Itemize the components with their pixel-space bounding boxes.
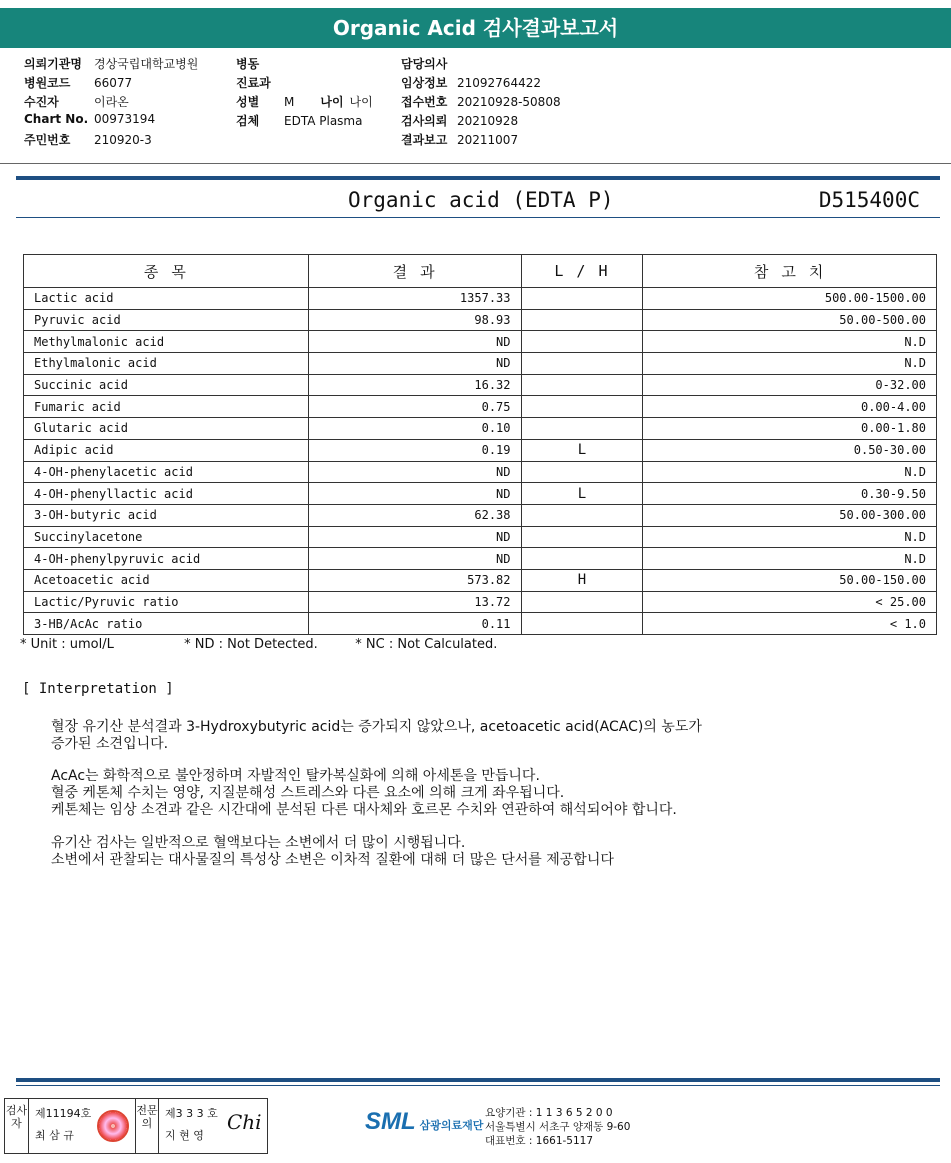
header-lh: L / H [521,255,643,288]
result-value: 13.72 [308,591,521,613]
lh-flag: H [521,569,643,591]
signature-box [4,1098,268,1154]
result-value: 1357.33 [308,288,521,310]
reference-range: 0.00-4.00 [643,396,937,418]
info-value: 경상국립대학교병원 [94,57,199,71]
result-value: ND [308,353,521,375]
patient-info-col3 [401,55,561,150]
age-value: 나이 [349,95,373,109]
examiner-license: 제11194호 [35,1107,92,1120]
info-label: 병동 [236,57,260,71]
reference-range: 0-32.00 [643,374,937,396]
result-value: 0.11 [308,613,521,635]
patient-info-col2 [236,55,373,131]
sml-logo [365,1108,483,1136]
report-footer [0,1098,951,1158]
result-value: 62.38 [308,504,521,526]
table-row [24,396,937,418]
analyte-name: Succinylacetone [24,526,309,548]
lh-flag [521,461,643,483]
result-value: 0.19 [308,439,521,461]
age-label: 나이 [320,95,344,109]
reference-range: N.D [643,461,937,483]
reference-range: N.D [643,353,937,375]
lh-flag: L [521,439,643,461]
specialist-label: 전문의 [135,1099,159,1153]
result-value: 0.75 [308,396,521,418]
footer-band-thin [16,1085,940,1086]
results-table [23,254,937,635]
analyte-name: Lactic/Pyruvic ratio [24,591,309,613]
lh-flag [521,526,643,548]
report-title: Organic acid (EDTA P) [348,188,614,212]
result-value: ND [308,548,521,570]
interp-line: 유기산 검사는 일반적으로 혈액보다는 소변에서 더 많이 시행됩니다. [51,835,466,851]
analyte-name: 3-HB/AcAc ratio [24,613,309,635]
reference-range: 50.00-300.00 [643,504,937,526]
table-row [24,353,937,375]
info-label: 임상정보 [401,76,448,90]
analyte-name: Ethylmalonic acid [24,353,309,375]
lh-flag [521,309,643,331]
analyte-name: Succinic acid [24,374,309,396]
table-row [24,483,937,505]
signature-icon: Chi [227,1110,262,1134]
addr-line: 대표번호 : 1661-5117 [485,1135,594,1147]
interpretation-paragraph-3 [51,835,614,869]
patient-info-col1 [24,55,198,150]
interp-line: AcAc는 화학적으로 불안정하며 자발적인 탈카복실화에 의해 아세톤을 만듭니다. [51,768,540,784]
info-value: M [284,95,295,109]
table-row [24,569,937,591]
specialist-license: 제3 3 3 호 [165,1107,218,1120]
info-value: 00973194 [94,112,156,126]
header-item: 종 목 [24,255,309,288]
table-row [24,288,937,310]
table-row [24,526,937,548]
lh-flag [521,353,643,375]
lh-flag [521,396,643,418]
info-label: 접수번호 [401,95,448,109]
interp-line: 케톤체는 임상 소견과 같은 시간대에 분석된 다른 대사체와 호르몬 수치와 연관하여 해석되어야 합니다. [51,802,677,818]
analyte-name: 4-OH-phenyllactic acid [24,483,309,505]
info-label: 검체 [236,114,260,128]
table-row [24,418,937,440]
interp-line: 증가된 소견입니다. [51,736,169,752]
examiner-name: 최 삼 규 [35,1129,74,1142]
table-row [24,591,937,613]
info-value: 21092764422 [457,76,541,90]
info-value: EDTA Plasma [284,114,363,128]
analyte-name: Lactic acid [24,288,309,310]
reference-range: < 1.0 [643,613,937,635]
sml-logo-mark: SML [365,1108,416,1135]
reference-range: 0.00-1.80 [643,418,937,440]
result-value: ND [308,461,521,483]
analyte-name: Acetoacetic acid [24,569,309,591]
result-value: 16.32 [308,374,521,396]
unit-note: * Unit : umol/L [20,637,114,652]
info-value: 20211007 [457,133,519,147]
lh-flag [521,613,643,635]
info-label: 담당의사 [401,57,448,71]
result-value: ND [308,526,521,548]
info-label: Chart No. [24,112,89,126]
table-row [24,461,937,483]
reference-range: N.D [643,548,937,570]
info-value: 20210928-50808 [457,95,561,109]
org-name: 삼광의료재단 [419,1119,484,1132]
header-result: 결 과 [308,255,521,288]
nc-note: * NC : Not Calculated. [355,637,498,652]
unit-notes [20,637,497,652]
analyte-name: 3-OH-butyric acid [24,504,309,526]
interp-line: 혈장 유기산 분석결과 3-Hydroxybutyric acid는 증가되지 않았으나, acetoacetic acid(ACAC)의 농도가 [51,719,702,735]
info-label: 진료과 [236,76,271,90]
title-band-bottom [16,217,940,218]
reference-range: 500.00-1500.00 [643,288,937,310]
analyte-name: 4-OH-phenylacetic acid [24,461,309,483]
info-label: 검사의뢰 [401,114,448,128]
table-row [24,309,937,331]
table-row [24,548,937,570]
info-label: 의뢰기관명 [24,57,82,71]
analyte-name: Fumaric acid [24,396,309,418]
analyte-name: Glutaric acid [24,418,309,440]
lh-flag [521,374,643,396]
interp-line: 소변에서 관찰되는 대사물질의 특성상 소변은 이차적 질환에 대해 더 많은 단서를 제공합니다 [51,852,614,868]
header-reference: 참 고 치 [643,255,937,288]
analyte-name: 4-OH-phenylpyruvic acid [24,548,309,570]
lh-flag [521,548,643,570]
addr-line: 요양기관 : 1 1 3 6 5 2 0 0 [485,1107,613,1119]
seal-stamp-icon [97,1110,129,1142]
result-value: 0.10 [308,418,521,440]
info-value: 66077 [94,76,133,90]
info-value: 20210928 [457,114,519,128]
result-value: ND [308,331,521,353]
reference-range: < 25.00 [643,591,937,613]
info-value: 이라온 [94,95,129,109]
examiner-label: 검사자 [5,1099,29,1153]
interpretation-paragraph-2 [51,768,677,819]
reference-range: N.D [643,526,937,548]
title-band-top [16,176,940,180]
lh-flag: L [521,483,643,505]
table-row [24,439,937,461]
lh-flag [521,504,643,526]
result-value: 573.82 [308,569,521,591]
info-label: 병원코드 [24,76,71,90]
footer-band [16,1078,940,1082]
analyte-name: Adipic acid [24,439,309,461]
specialist-name: 지 현 영 [165,1129,204,1142]
reference-range: 0.30-9.50 [643,483,937,505]
results-body [24,288,937,635]
interp-line: 혈중 케톤체 수치는 영양, 지질분해성 스트레스와 다른 요소에 의해 크게 좌우됩니다. [51,785,565,801]
table-row [24,331,937,353]
reference-range: 0.50-30.00 [643,439,937,461]
nd-note: * ND : Not Detected. [184,637,318,652]
lh-flag [521,418,643,440]
lh-flag [521,591,643,613]
analyte-name: Methylmalonic acid [24,331,309,353]
reference-range: N.D [643,331,937,353]
lh-flag [521,288,643,310]
info-value: 210920-3 [94,133,152,147]
report-header-title: Organic Acid 검사결과보고서 [0,8,951,48]
analyte-name: Pyruvic acid [24,309,309,331]
result-value: ND [308,483,521,505]
info-label: 결과보고 [401,133,448,147]
report-code: D515400C [818,188,920,212]
info-label: 주민번호 [24,133,71,147]
table-row [24,613,937,635]
interpretation-title: [ Interpretation ] [22,681,174,697]
header-divider [0,163,951,164]
table-header-row [24,255,937,288]
reference-range: 50.00-500.00 [643,309,937,331]
lh-flag [521,331,643,353]
interpretation-paragraph-1 [51,719,702,753]
table-row [24,374,937,396]
org-address [485,1106,630,1148]
info-label: 성별 [236,95,260,109]
table-row [24,504,937,526]
info-label: 수진자 [24,95,59,109]
addr-line: 서울특별시 서초구 양재동 9-60 [485,1121,631,1133]
reference-range: 50.00-150.00 [643,569,937,591]
result-value: 98.93 [308,309,521,331]
